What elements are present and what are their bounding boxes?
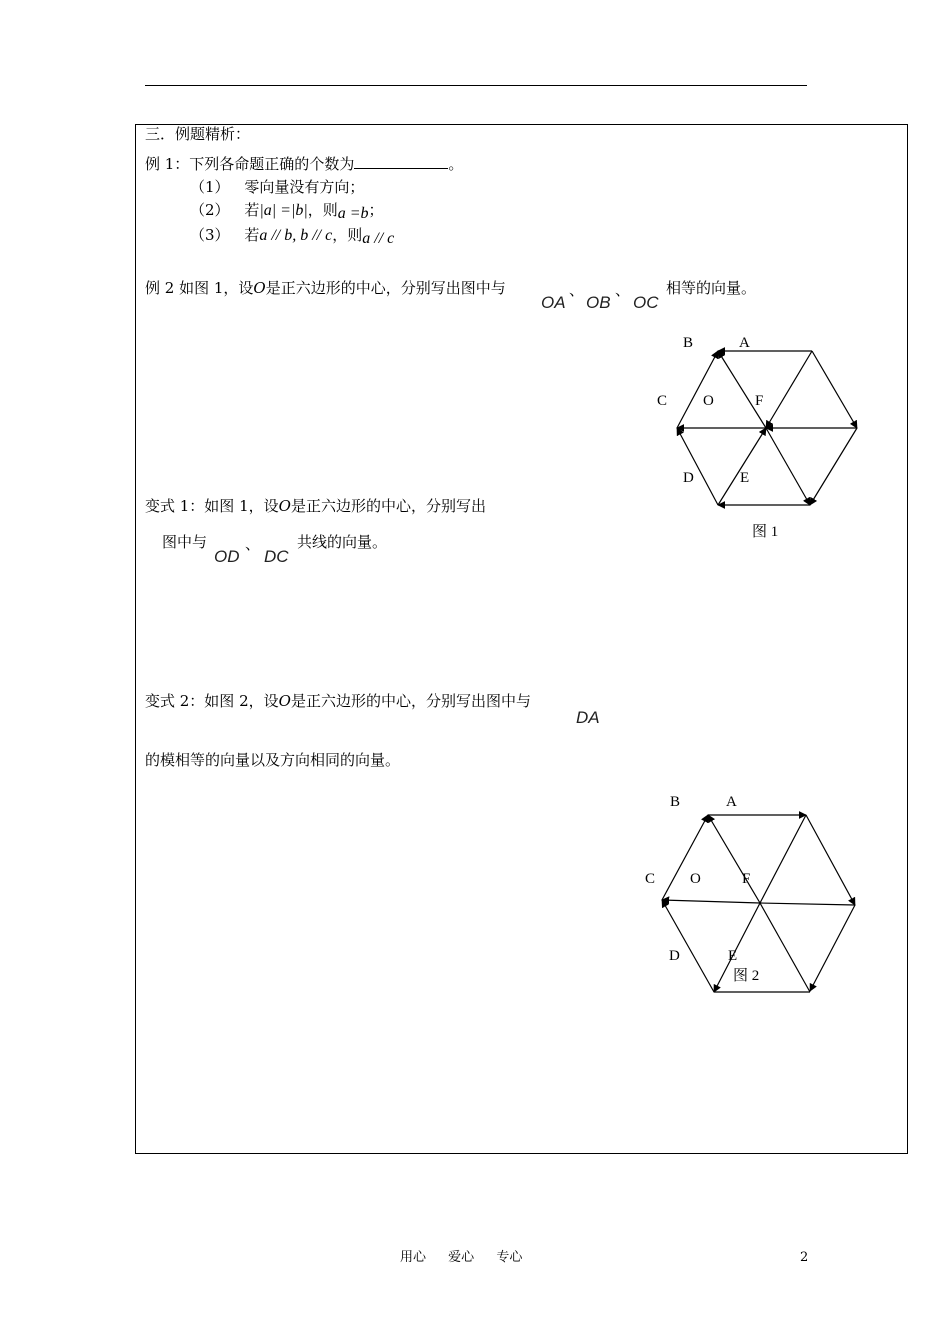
variant1-line1-a: 变式 1：如图 1，设: [145, 497, 279, 515]
item-number: （2）: [190, 201, 230, 219]
variant1-line2-b: 共线的向量。: [297, 533, 388, 551]
vector-ao: [766, 351, 812, 428]
hexagon-figure-2: [630, 785, 875, 1000]
label-e: E: [740, 470, 750, 486]
label-c: C: [657, 393, 668, 409]
item-pre: 若: [244, 226, 260, 244]
vector-do: [718, 428, 766, 505]
vector-dc: [677, 428, 718, 505]
variant2-line1-a: 变式 2：如图 2，设: [145, 692, 279, 710]
motto-2: 爱心: [448, 1250, 475, 1265]
example1-item-3: [190, 226, 395, 247]
vector-od: OD: [214, 547, 240, 566]
label-f: F: [742, 871, 751, 887]
vector-ob-diag: [708, 815, 760, 903]
variant2-line1-b: 是正六边形的中心，分别写出图中与: [290, 692, 531, 710]
item-math-result: a =b: [337, 205, 369, 222]
separator: 、: [245, 535, 261, 553]
vector-af: [812, 351, 857, 428]
page-number: 2: [800, 1250, 809, 1265]
example1-item-1: [190, 180, 364, 195]
line-of: [760, 903, 855, 905]
label-b: B: [670, 794, 681, 810]
vector-cb: [677, 351, 718, 428]
variant1-line2-a: 图中与: [162, 533, 208, 551]
vector-fe: [810, 905, 855, 991]
var-o: O: [278, 497, 291, 515]
vector-af: [806, 815, 855, 905]
label-a: A: [726, 794, 737, 810]
item-math-result: a // c: [362, 230, 395, 247]
example2-text-c: 相等的向量。: [666, 279, 757, 297]
vector-ob: OB: [586, 293, 611, 312]
label-o: O: [703, 393, 714, 409]
answer-blank: [354, 154, 448, 169]
footer-motto: [400, 1251, 522, 1264]
example1-question: [145, 154, 463, 172]
example2-text-b: 是正六边形的中心，分别写出图中与: [265, 279, 506, 297]
variant2-line1: [145, 694, 531, 709]
vector-ob-diag: [718, 351, 766, 428]
example1-suffix: 。: [448, 155, 464, 173]
item-pre: 若: [244, 201, 260, 219]
label-c: C: [645, 871, 656, 887]
example1-prefix: 例 1：下列各命题正确的个数为: [145, 155, 355, 173]
example1-item-2: [190, 201, 384, 222]
variant1-line1: [145, 499, 486, 514]
vector-da: DA: [576, 708, 600, 727]
example2-text: [145, 281, 506, 296]
header-rule: [145, 85, 807, 86]
figure1-caption: 图 1: [752, 524, 779, 540]
vector-dc-label: DC: [264, 547, 289, 566]
item-math-condition: |a| =|b|: [259, 202, 308, 219]
var-o: O: [278, 692, 291, 710]
motto-1: 用心: [400, 1250, 427, 1265]
item-mid: ，则: [332, 226, 363, 244]
label-f: F: [755, 393, 764, 409]
variant1-line1-b: 是正六边形的中心，分别写出: [290, 497, 486, 515]
var-o: O: [253, 279, 266, 297]
item-number: （1）: [190, 178, 230, 196]
label-d: D: [683, 470, 694, 486]
section-heading: 三．例题精析：: [145, 125, 251, 143]
item-post: ；: [368, 201, 384, 219]
example2-text-a: 例 2 如图 1，设: [145, 279, 254, 297]
label-e: E: [728, 948, 738, 964]
line-oe: [760, 903, 810, 992]
figure2-caption: 图 2: [733, 968, 760, 984]
item-mid: ，则: [307, 201, 338, 219]
label-o: O: [690, 871, 701, 887]
line-oa: [760, 815, 806, 903]
item-text: 零向量没有方向；: [244, 178, 365, 196]
vector-oc-diag: [662, 900, 760, 903]
separator: 、: [569, 281, 585, 299]
label-d: D: [669, 948, 680, 964]
vector-oc: OC: [633, 293, 659, 312]
item-number: （3）: [190, 226, 230, 244]
vector-oa: OA: [541, 293, 566, 312]
vector-fe: [810, 428, 857, 505]
vector-oe: [766, 428, 810, 505]
motto-3: 专心: [496, 1250, 523, 1265]
separator: 、: [615, 281, 631, 299]
hexagon-figure-1: [640, 325, 875, 550]
label-b: B: [683, 335, 694, 351]
vector-cd: [662, 900, 714, 992]
variant2-line2: 的模相等的向量以及方向相同的向量。: [145, 751, 401, 769]
label-a: A: [739, 335, 750, 351]
item-math-condition: a // b, b // c: [259, 227, 333, 244]
vector-cb: [662, 815, 708, 900]
